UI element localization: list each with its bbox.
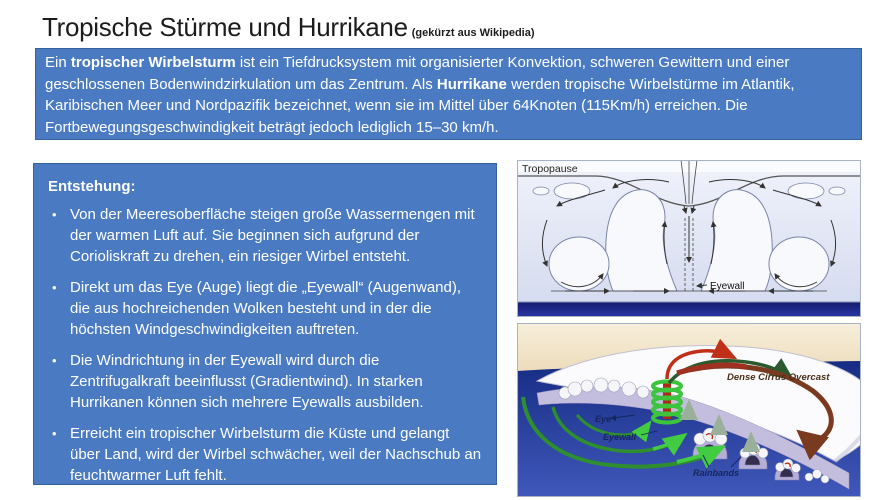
intro-part1: Ein — [45, 54, 71, 71]
title-text: Tropische Stürme und Hurrikane — [42, 12, 408, 42]
bullet-text: Die Windrichtung in der Eyewall wird durch die Zentrifugalkraft beeinflusst (Gradientwind). In starken Hurrikanen können sich mehrere Eyewalls ausbilden. — [70, 352, 424, 411]
intro-bold2: Hurrikane — [436, 75, 507, 93]
bullet-text: Von der Meeresoberfläche steigen große Wassermengen mit der warmen Luft auf. Sie beginnen sich aufgrund der Corioliskraft zu drehen, ein riesiger Wirbel entsteht. — [70, 206, 475, 265]
title-suffix: (gekürzt aus Wikipedia) — [411, 27, 535, 39]
bullet-text: Direkt um das Eye (Auge) liegt die „Eyewall“ (Augenwand), die aus hochreichenden Wolken besteht und in der die höchsten Windgeschwindigkeiten auftreten. — [70, 279, 462, 338]
list-item — [48, 277, 482, 340]
bullet-text: Erreicht ein tropischer Wirbelsturm die Küste und gelangt über Land, wird der Wirbel schwächer, weil der Nachschub an feuchtwarmer Luft fehlt. — [70, 425, 482, 484]
intro-bold1: tropischer Wirbelsturm — [70, 54, 236, 71]
bullet-dot: • — [52, 207, 57, 222]
list-item — [48, 204, 482, 267]
intro-part3: werden tropische Wirbelstürme im Atlantik, Karibischen Meer und Nordpazifik bezeichnet, wenn sie im Mittel über 64Knoten (115Km/h) erreichen. Die Fortbewegungsgeschwindigkeit beträgt jedoch lediglich 15–30 km/h. — [45, 75, 795, 136]
list-item — [48, 350, 482, 413]
bullet-dot: • — [52, 353, 57, 368]
tropopause-label: Tropopause — [522, 163, 578, 175]
entstehung-box — [33, 163, 497, 485]
eyewall-label: Eyewall — [603, 432, 637, 442]
entstehung-list — [48, 204, 482, 486]
hurricane-cutaway-diagram — [517, 323, 861, 497]
bullet-dot: • — [52, 426, 57, 441]
list-item — [48, 423, 482, 486]
intro-part2: ist ein Tiefdrucksystem mit organisierter Konvektion, schweren Gewittern und einer geschlossenen Bodenwindzirkulation um das Zentrum. Als — [45, 54, 790, 93]
slide-title — [42, 12, 535, 43]
intro-text-box — [35, 48, 862, 140]
eyewall-label: Eyewall — [710, 281, 745, 292]
eye-label: Eye — [595, 414, 612, 424]
hurricane-cross-section-diagram — [517, 160, 861, 317]
cutaway-svg — [517, 323, 861, 497]
dense-cirrus-label: Dense Cirrus Overcast — [727, 372, 830, 383]
bullet-dot: • — [52, 280, 57, 295]
entstehung-heading: Entstehung: — [48, 178, 136, 195]
cross-section-svg — [517, 160, 861, 317]
rainbands-label: Rainbands — [693, 468, 740, 478]
